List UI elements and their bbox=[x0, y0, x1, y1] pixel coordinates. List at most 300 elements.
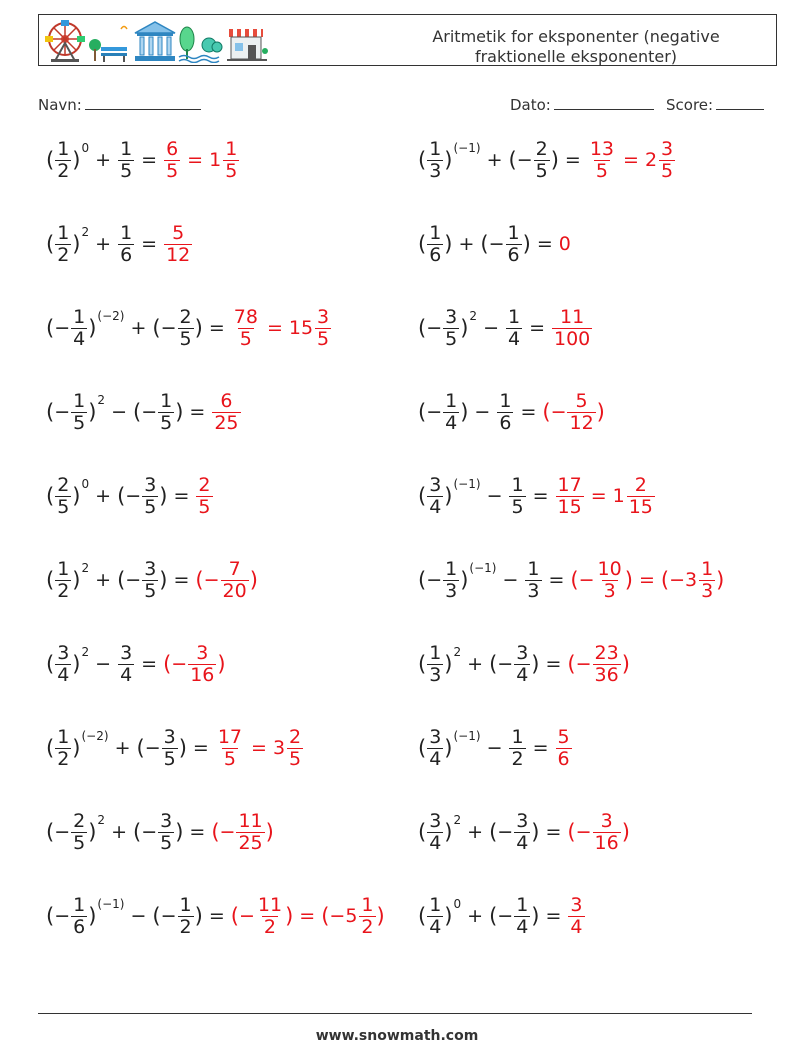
denominator: 4 bbox=[516, 663, 529, 686]
minus-sign: − bbox=[497, 905, 514, 927]
denominator: 5 bbox=[163, 747, 176, 770]
denominator: 5 bbox=[225, 159, 238, 182]
numerator: 1 bbox=[160, 389, 173, 412]
denominator: 2 bbox=[361, 915, 374, 938]
problem-4 bbox=[418, 214, 571, 274]
numerator: 2 bbox=[198, 473, 211, 496]
operator: − bbox=[486, 737, 503, 759]
numerator: 3 bbox=[429, 725, 442, 748]
numerator: 3 bbox=[57, 641, 70, 664]
answer bbox=[567, 811, 630, 854]
denominator: 5 bbox=[511, 495, 524, 518]
operator: − bbox=[111, 401, 127, 423]
denominator: 6 bbox=[507, 243, 520, 266]
denominator: 6 bbox=[499, 411, 512, 434]
exponent: (−2) bbox=[81, 729, 109, 743]
minus-sign: − bbox=[578, 569, 595, 591]
denominator: 16 bbox=[190, 663, 215, 686]
open-paren: ( bbox=[418, 736, 427, 760]
fraction bbox=[223, 139, 239, 182]
fraction bbox=[659, 139, 675, 182]
open-paren: ( bbox=[542, 400, 551, 424]
fraction bbox=[593, 643, 621, 686]
denominator: 5 bbox=[223, 747, 236, 770]
fraction bbox=[359, 895, 375, 938]
answer bbox=[195, 475, 213, 518]
answer bbox=[163, 643, 226, 686]
numerator: 3 bbox=[163, 725, 176, 748]
problem-14 bbox=[418, 634, 630, 694]
fraction bbox=[142, 475, 158, 518]
close-paren: ) bbox=[621, 820, 630, 844]
exponent: 2 bbox=[453, 813, 462, 827]
denominator: 6 bbox=[429, 243, 442, 266]
answer bbox=[231, 895, 385, 938]
denominator: 25 bbox=[238, 831, 263, 854]
problem-20 bbox=[418, 886, 586, 946]
minus-sign: − bbox=[54, 821, 71, 843]
numerator: 1 bbox=[429, 893, 442, 916]
denominator: 100 bbox=[554, 327, 591, 350]
fraction bbox=[427, 223, 443, 266]
denominator: 5 bbox=[317, 327, 330, 350]
operator: + bbox=[486, 149, 503, 171]
whole-number: 3 bbox=[684, 569, 698, 591]
open-paren: ( bbox=[489, 652, 498, 676]
whole-number: 15 bbox=[288, 317, 314, 339]
denominator: 5 bbox=[120, 159, 133, 182]
equals-sign: = bbox=[623, 149, 639, 171]
fraction bbox=[178, 307, 194, 350]
close-paren: ) bbox=[194, 316, 203, 340]
numerator: 1 bbox=[429, 641, 442, 664]
score-blank[interactable] bbox=[716, 95, 764, 110]
problem-13 bbox=[46, 634, 226, 694]
numerator: 1 bbox=[73, 893, 86, 916]
numerator: 78 bbox=[233, 305, 258, 328]
denominator: 5 bbox=[595, 159, 608, 182]
denominator: 3 bbox=[527, 579, 540, 602]
fraction bbox=[55, 223, 71, 266]
close-paren: ) bbox=[194, 904, 203, 928]
open-paren: ( bbox=[570, 568, 579, 592]
fraction bbox=[552, 307, 592, 350]
numerator: 3 bbox=[445, 305, 458, 328]
footer-divider bbox=[38, 1013, 752, 1014]
fraction bbox=[216, 727, 244, 770]
fraction bbox=[287, 727, 303, 770]
open-paren: ( bbox=[46, 484, 55, 508]
problem-7 bbox=[46, 382, 242, 442]
close-paren: ) bbox=[72, 148, 81, 172]
minus-sign: − bbox=[497, 653, 514, 675]
minus-sign: − bbox=[426, 569, 443, 591]
open-paren: ( bbox=[152, 316, 161, 340]
exponent: 2 bbox=[469, 309, 478, 323]
numerator: 3 bbox=[144, 473, 157, 496]
exponent: 2 bbox=[81, 645, 90, 659]
close-paren: ) bbox=[88, 316, 97, 340]
numerator: 1 bbox=[429, 221, 442, 244]
numerator: 17 bbox=[557, 473, 582, 496]
close-paren: ) bbox=[175, 400, 184, 424]
equals-sign: = bbox=[208, 317, 225, 339]
problem-19 bbox=[46, 886, 385, 946]
denominator: 6 bbox=[120, 243, 133, 266]
denominator: 5 bbox=[160, 411, 173, 434]
open-paren: ( bbox=[46, 568, 55, 592]
denominator: 2 bbox=[57, 243, 70, 266]
worksheet-title: Aritmetik for eksponenter (negative fraktionelle eksponenter) bbox=[432, 27, 720, 66]
close-paren: ) bbox=[550, 148, 559, 172]
numerator: 1 bbox=[516, 893, 529, 916]
close-paren: ) bbox=[265, 820, 274, 844]
denominator: 4 bbox=[429, 915, 442, 938]
close-paren: ) bbox=[444, 232, 453, 256]
fraction bbox=[188, 643, 216, 686]
minus-sign: − bbox=[54, 905, 71, 927]
numerator: 6 bbox=[220, 389, 233, 412]
numerator: 1 bbox=[225, 137, 238, 160]
open-paren: ( bbox=[567, 652, 576, 676]
denominator: 4 bbox=[57, 663, 70, 686]
fraction bbox=[164, 223, 192, 266]
footer-url: www.snowmath.com bbox=[315, 1028, 479, 1044]
name-label: Navn: bbox=[38, 96, 82, 114]
answer bbox=[542, 391, 605, 434]
denominator: 5 bbox=[198, 495, 211, 518]
operator: + bbox=[95, 233, 112, 255]
equals-sign: = bbox=[192, 737, 209, 759]
denominator: 5 bbox=[445, 327, 458, 350]
problem-5 bbox=[46, 298, 332, 358]
answer bbox=[555, 727, 573, 770]
open-paren: ( bbox=[136, 736, 145, 760]
operator: + bbox=[130, 317, 147, 339]
numerator: 1 bbox=[527, 557, 540, 580]
numerator: 5 bbox=[172, 221, 185, 244]
fraction bbox=[256, 895, 284, 938]
close-paren: ) bbox=[460, 568, 469, 592]
open-paren: ( bbox=[418, 316, 427, 340]
minus-sign: − bbox=[125, 485, 142, 507]
denominator: 5 bbox=[160, 831, 173, 854]
operator: + bbox=[95, 485, 112, 507]
denominator: 36 bbox=[594, 663, 619, 686]
equals-sign: = bbox=[520, 401, 537, 423]
denominator: 2 bbox=[263, 915, 277, 938]
date-blank[interactable] bbox=[554, 95, 654, 110]
fraction bbox=[315, 307, 331, 350]
open-paren: ( bbox=[230, 904, 239, 928]
denominator: 5 bbox=[57, 495, 70, 518]
denominator: 4 bbox=[570, 915, 583, 938]
operator: + bbox=[467, 905, 484, 927]
minus-sign: − bbox=[516, 149, 533, 171]
answer bbox=[587, 139, 676, 182]
close-paren: ) bbox=[72, 652, 81, 676]
denominator: 4 bbox=[516, 831, 529, 854]
equals-sign: = bbox=[266, 317, 283, 339]
open-paren: ( bbox=[480, 232, 489, 256]
answer bbox=[215, 727, 304, 770]
denominator: 2 bbox=[179, 915, 192, 938]
denominator: 5 bbox=[144, 579, 157, 602]
minus-sign: − bbox=[238, 905, 255, 927]
open-paren: ( bbox=[418, 400, 427, 424]
close-paren: ) bbox=[444, 652, 453, 676]
numerator: 7 bbox=[228, 557, 241, 580]
denominator: 2 bbox=[57, 159, 70, 182]
fraction bbox=[443, 307, 459, 350]
fraction bbox=[55, 475, 71, 518]
open-paren: ( bbox=[132, 400, 142, 424]
minus-sign: − bbox=[171, 653, 188, 675]
numerator: 2 bbox=[179, 305, 192, 328]
numerator: 3 bbox=[317, 305, 330, 328]
close-paren: ) bbox=[531, 820, 540, 844]
fraction bbox=[514, 643, 530, 686]
open-paren: ( bbox=[117, 568, 126, 592]
problem-1 bbox=[46, 130, 240, 190]
numerator: 1 bbox=[499, 389, 512, 412]
denominator: 12 bbox=[166, 243, 191, 266]
numerator: 1 bbox=[73, 305, 86, 328]
date-field bbox=[510, 95, 654, 114]
denominator: 4 bbox=[429, 747, 442, 770]
open-paren: ( bbox=[418, 652, 427, 676]
minus-sign: − bbox=[141, 821, 158, 843]
operator: + bbox=[467, 653, 484, 675]
exponent: (−1) bbox=[453, 477, 481, 491]
problem-17 bbox=[46, 802, 274, 862]
operator: − bbox=[130, 905, 147, 927]
equals-sign: = bbox=[189, 401, 206, 423]
fraction bbox=[509, 475, 525, 518]
numerator: 11 bbox=[238, 809, 263, 832]
close-paren: ) bbox=[460, 400, 469, 424]
fraction bbox=[443, 559, 459, 602]
minus-sign: − bbox=[203, 569, 220, 591]
fraction bbox=[588, 139, 616, 182]
denominator: 5 bbox=[144, 495, 157, 518]
fraction bbox=[525, 559, 541, 602]
numerator: 3 bbox=[429, 809, 442, 832]
problem-16 bbox=[418, 718, 573, 778]
equals-sign: = bbox=[173, 485, 190, 507]
fraction bbox=[567, 391, 595, 434]
close-paren: ) bbox=[444, 820, 453, 844]
fraction bbox=[158, 391, 174, 434]
fraction bbox=[196, 475, 212, 518]
fraction bbox=[55, 727, 71, 770]
operator: + bbox=[467, 821, 484, 843]
numerator: 1 bbox=[57, 221, 70, 244]
equals-sign: = bbox=[299, 905, 316, 927]
numerator: 11 bbox=[257, 893, 283, 916]
fraction bbox=[427, 727, 443, 770]
equals-sign: = bbox=[545, 821, 562, 843]
minus-sign: − bbox=[426, 317, 443, 339]
operator: − bbox=[483, 317, 499, 339]
open-paren: ( bbox=[152, 904, 161, 928]
open-paren: ( bbox=[418, 568, 427, 592]
answer bbox=[555, 475, 656, 518]
denominator: 3 bbox=[701, 579, 714, 602]
fraction bbox=[596, 559, 624, 602]
close-paren: ) bbox=[72, 232, 81, 256]
equals-sign: = bbox=[564, 149, 581, 171]
exponent: (−2) bbox=[97, 309, 125, 323]
fraction bbox=[506, 307, 522, 350]
close-paren: ) bbox=[624, 568, 633, 592]
close-paren: ) bbox=[175, 820, 184, 844]
exponent: 2 bbox=[97, 813, 106, 827]
numerator: 3 bbox=[429, 473, 442, 496]
numerator: 3 bbox=[516, 641, 529, 664]
answer bbox=[195, 559, 258, 602]
fraction bbox=[71, 307, 87, 350]
fraction bbox=[556, 475, 584, 518]
fraction bbox=[118, 139, 134, 182]
fraction bbox=[427, 895, 443, 938]
numerator: 11 bbox=[560, 305, 585, 328]
name-blank[interactable] bbox=[85, 95, 201, 110]
numerator: 3 bbox=[661, 137, 674, 160]
equals-sign: = bbox=[529, 317, 545, 339]
open-paren: ( bbox=[46, 316, 55, 340]
fraction bbox=[514, 811, 530, 854]
fraction bbox=[427, 475, 443, 518]
answer bbox=[231, 307, 332, 350]
whole-number: 2 bbox=[644, 149, 658, 171]
problem-8 bbox=[418, 382, 605, 442]
fraction bbox=[236, 811, 264, 854]
numerator: 1 bbox=[445, 557, 458, 580]
denominator: 5 bbox=[73, 831, 86, 854]
fraction bbox=[568, 895, 584, 938]
close-paren: ) bbox=[88, 400, 97, 424]
museum-building-icon bbox=[135, 22, 175, 61]
denominator: 5 bbox=[535, 159, 548, 182]
exponent: 2 bbox=[97, 393, 106, 407]
answer bbox=[567, 895, 585, 938]
fraction bbox=[427, 643, 443, 686]
numerator: 1 bbox=[57, 725, 70, 748]
answer bbox=[163, 139, 240, 182]
operator: − bbox=[474, 401, 491, 423]
exponent: 0 bbox=[81, 141, 90, 155]
fraction bbox=[443, 391, 459, 434]
numerator: 3 bbox=[160, 809, 173, 832]
denominator: 20 bbox=[222, 579, 247, 602]
date-label: Dato: bbox=[510, 96, 551, 114]
problem-12 bbox=[418, 550, 724, 610]
open-paren: ( bbox=[418, 148, 427, 172]
close-paren: ) bbox=[88, 820, 97, 844]
operator: + bbox=[458, 233, 475, 255]
exponent: 2 bbox=[81, 561, 90, 575]
close-paren: ) bbox=[72, 484, 81, 508]
equals-sign: = bbox=[638, 569, 655, 591]
close-paren: ) bbox=[159, 484, 168, 508]
close-paren: ) bbox=[621, 652, 630, 676]
close-paren: ) bbox=[72, 736, 81, 760]
numerator: 1 bbox=[73, 389, 86, 412]
operator: − bbox=[95, 653, 112, 675]
fraction bbox=[627, 475, 655, 518]
close-paren: ) bbox=[88, 904, 97, 928]
open-paren: ( bbox=[489, 904, 498, 928]
minus-sign: − bbox=[219, 821, 236, 843]
numerator: 3 bbox=[120, 641, 133, 664]
exponent: (−1) bbox=[453, 141, 481, 155]
close-paren: ) bbox=[217, 652, 226, 676]
minus-sign: − bbox=[488, 233, 505, 255]
denominator: 5 bbox=[166, 159, 179, 182]
equals-sign: = bbox=[590, 485, 607, 507]
whole-number: 1 bbox=[209, 149, 222, 171]
fraction bbox=[118, 223, 134, 266]
operator: + bbox=[111, 821, 127, 843]
numerator: 3 bbox=[144, 557, 157, 580]
denominator: 6 bbox=[557, 747, 570, 770]
numerator: 1 bbox=[361, 893, 374, 916]
exponent: 0 bbox=[81, 477, 90, 491]
fraction bbox=[534, 139, 550, 182]
close-paren: ) bbox=[531, 652, 540, 676]
equals-sign: = bbox=[536, 233, 553, 255]
minus-sign: − bbox=[426, 401, 443, 423]
denominator: 15 bbox=[557, 495, 582, 518]
numerator: 1 bbox=[120, 137, 133, 160]
numerator: 17 bbox=[217, 725, 243, 748]
exponent: 0 bbox=[453, 897, 462, 911]
problem-2 bbox=[418, 130, 676, 190]
numerator: 3 bbox=[570, 893, 583, 916]
shop-stall-icon bbox=[227, 29, 268, 61]
denominator: 3 bbox=[445, 579, 458, 602]
fraction bbox=[71, 811, 87, 854]
fraction bbox=[514, 895, 530, 938]
fraction bbox=[506, 223, 522, 266]
fraction bbox=[162, 727, 178, 770]
numerator: 5 bbox=[575, 389, 588, 412]
minus-sign: − bbox=[125, 569, 142, 591]
close-paren: ) bbox=[444, 148, 453, 172]
problem-9 bbox=[46, 466, 214, 526]
operator: + bbox=[95, 149, 112, 171]
close-paren: ) bbox=[376, 904, 385, 928]
answer bbox=[211, 391, 241, 434]
open-paren: ( bbox=[321, 904, 330, 928]
operator: − bbox=[502, 569, 519, 591]
open-paren: ( bbox=[163, 652, 172, 676]
numerator: 3 bbox=[196, 641, 209, 664]
equals-sign: = bbox=[208, 905, 225, 927]
equals-sign: = bbox=[189, 821, 206, 843]
open-paren: ( bbox=[195, 568, 204, 592]
open-paren: ( bbox=[46, 652, 55, 676]
denominator: 4 bbox=[429, 831, 442, 854]
denominator: 2 bbox=[57, 747, 70, 770]
denominator: 5 bbox=[289, 747, 302, 770]
numerator: 2 bbox=[289, 725, 302, 748]
answer bbox=[163, 223, 193, 266]
answer-value: 0 bbox=[558, 233, 571, 255]
numerator: 23 bbox=[594, 641, 619, 664]
exponent: (−1) bbox=[453, 729, 481, 743]
